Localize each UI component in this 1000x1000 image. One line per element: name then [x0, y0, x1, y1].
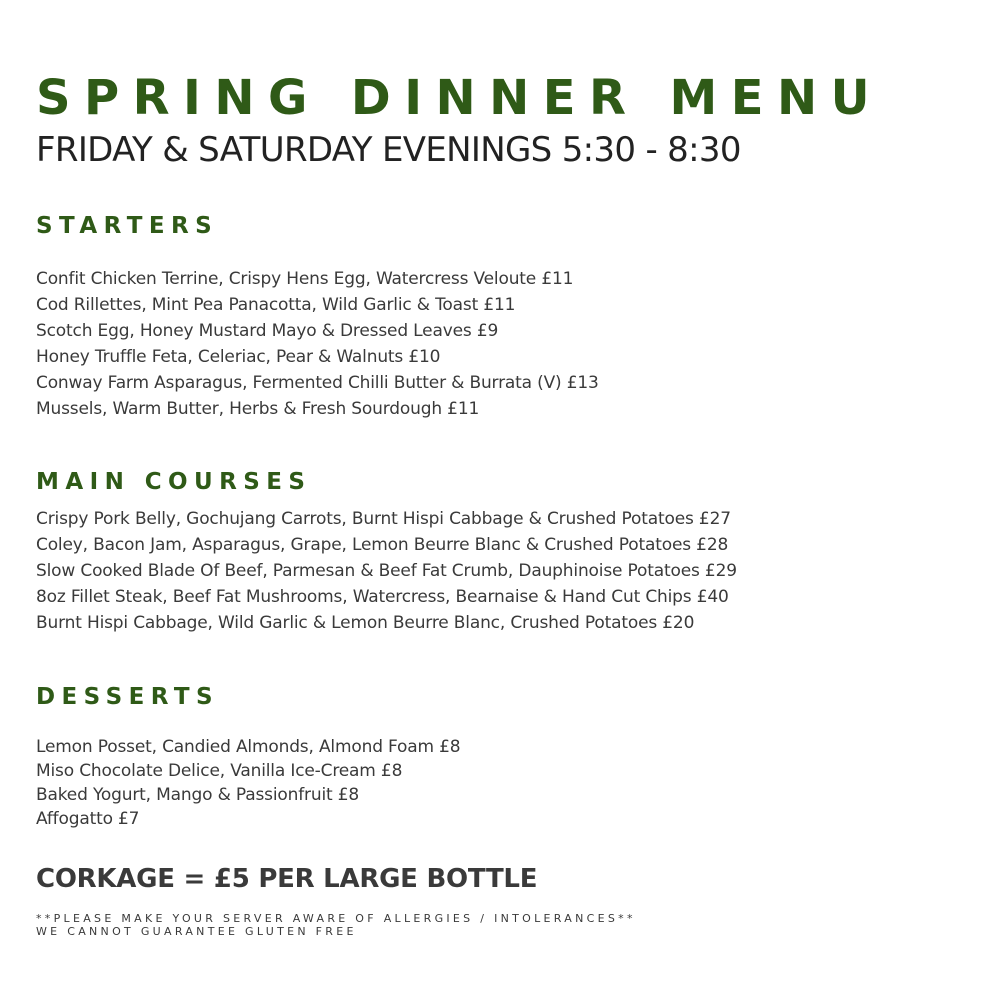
starters-list: [36, 266, 599, 422]
menu-item: Slow Cooked Blade Of Beef, Parmesan & Beef Fat Crumb, Dauphinoise Potatoes £29: [36, 561, 737, 581]
menu-item: Lemon Posset, Candied Almonds, Almond Foam £8: [36, 737, 461, 757]
allergy-notes: [36, 912, 636, 938]
desserts-list: [36, 735, 460, 831]
starters-heading: STARTERS: [36, 213, 219, 239]
gluten-note: WE CANNOT GUARANTEE GLUTEN FREE: [36, 925, 357, 938]
mains-list: [36, 506, 737, 636]
menu-item: Confit Chicken Terrine, Crispy Hens Egg, Watercress Veloute £11: [36, 269, 574, 289]
menu-item: Coley, Bacon Jam, Asparagus, Grape, Lemon Beurre Blanc & Crushed Potatoes £28: [36, 535, 729, 555]
menu-item: Affogatto £7: [36, 809, 140, 829]
desserts-heading: DESSERTS: [36, 684, 220, 710]
menu-item: Scotch Egg, Honey Mustard Mayo & Dressed Leaves £9: [36, 321, 499, 341]
menu-title: SPRING DINNER MENU: [36, 70, 883, 126]
menu-item: Cod Rillettes, Mint Pea Panacotta, Wild Garlic & Toast £11: [36, 295, 516, 315]
menu-item: Mussels, Warm Butter, Herbs & Fresh Sourdough £11: [36, 399, 480, 419]
menu-item: Crispy Pork Belly, Gochujang Carrots, Burnt Hispi Cabbage & Crushed Potatoes £27: [36, 509, 731, 529]
menu-subtitle: FRIDAY & SATURDAY EVENINGS 5:30 - 8:30: [36, 130, 741, 170]
menu-item: Miso Chocolate Delice, Vanilla Ice-Cream £8: [36, 761, 403, 781]
menu-item: Honey Truffle Feta, Celeriac, Pear & Walnuts £10: [36, 347, 441, 367]
mains-heading: MAIN COURSES: [36, 469, 312, 495]
menu-item: 8oz Fillet Steak, Beef Fat Mushrooms, Watercress, Bearnaise & Hand Cut Chips £40: [36, 587, 729, 607]
menu-item: Baked Yogurt, Mango & Passionfruit £8: [36, 785, 360, 805]
menu-item: Conway Farm Asparagus, Fermented Chilli Butter & Burrata (V) £13: [36, 373, 599, 393]
corkage-notice: CORKAGE = £5 PER LARGE BOTTLE: [36, 864, 538, 894]
allergy-note: **PLEASE MAKE YOUR SERVER AWARE OF ALLERGIES / INTOLERANCES**: [36, 912, 636, 925]
menu-item: Burnt Hispi Cabbage, Wild Garlic & Lemon Beurre Blanc, Crushed Potatoes £20: [36, 613, 695, 633]
